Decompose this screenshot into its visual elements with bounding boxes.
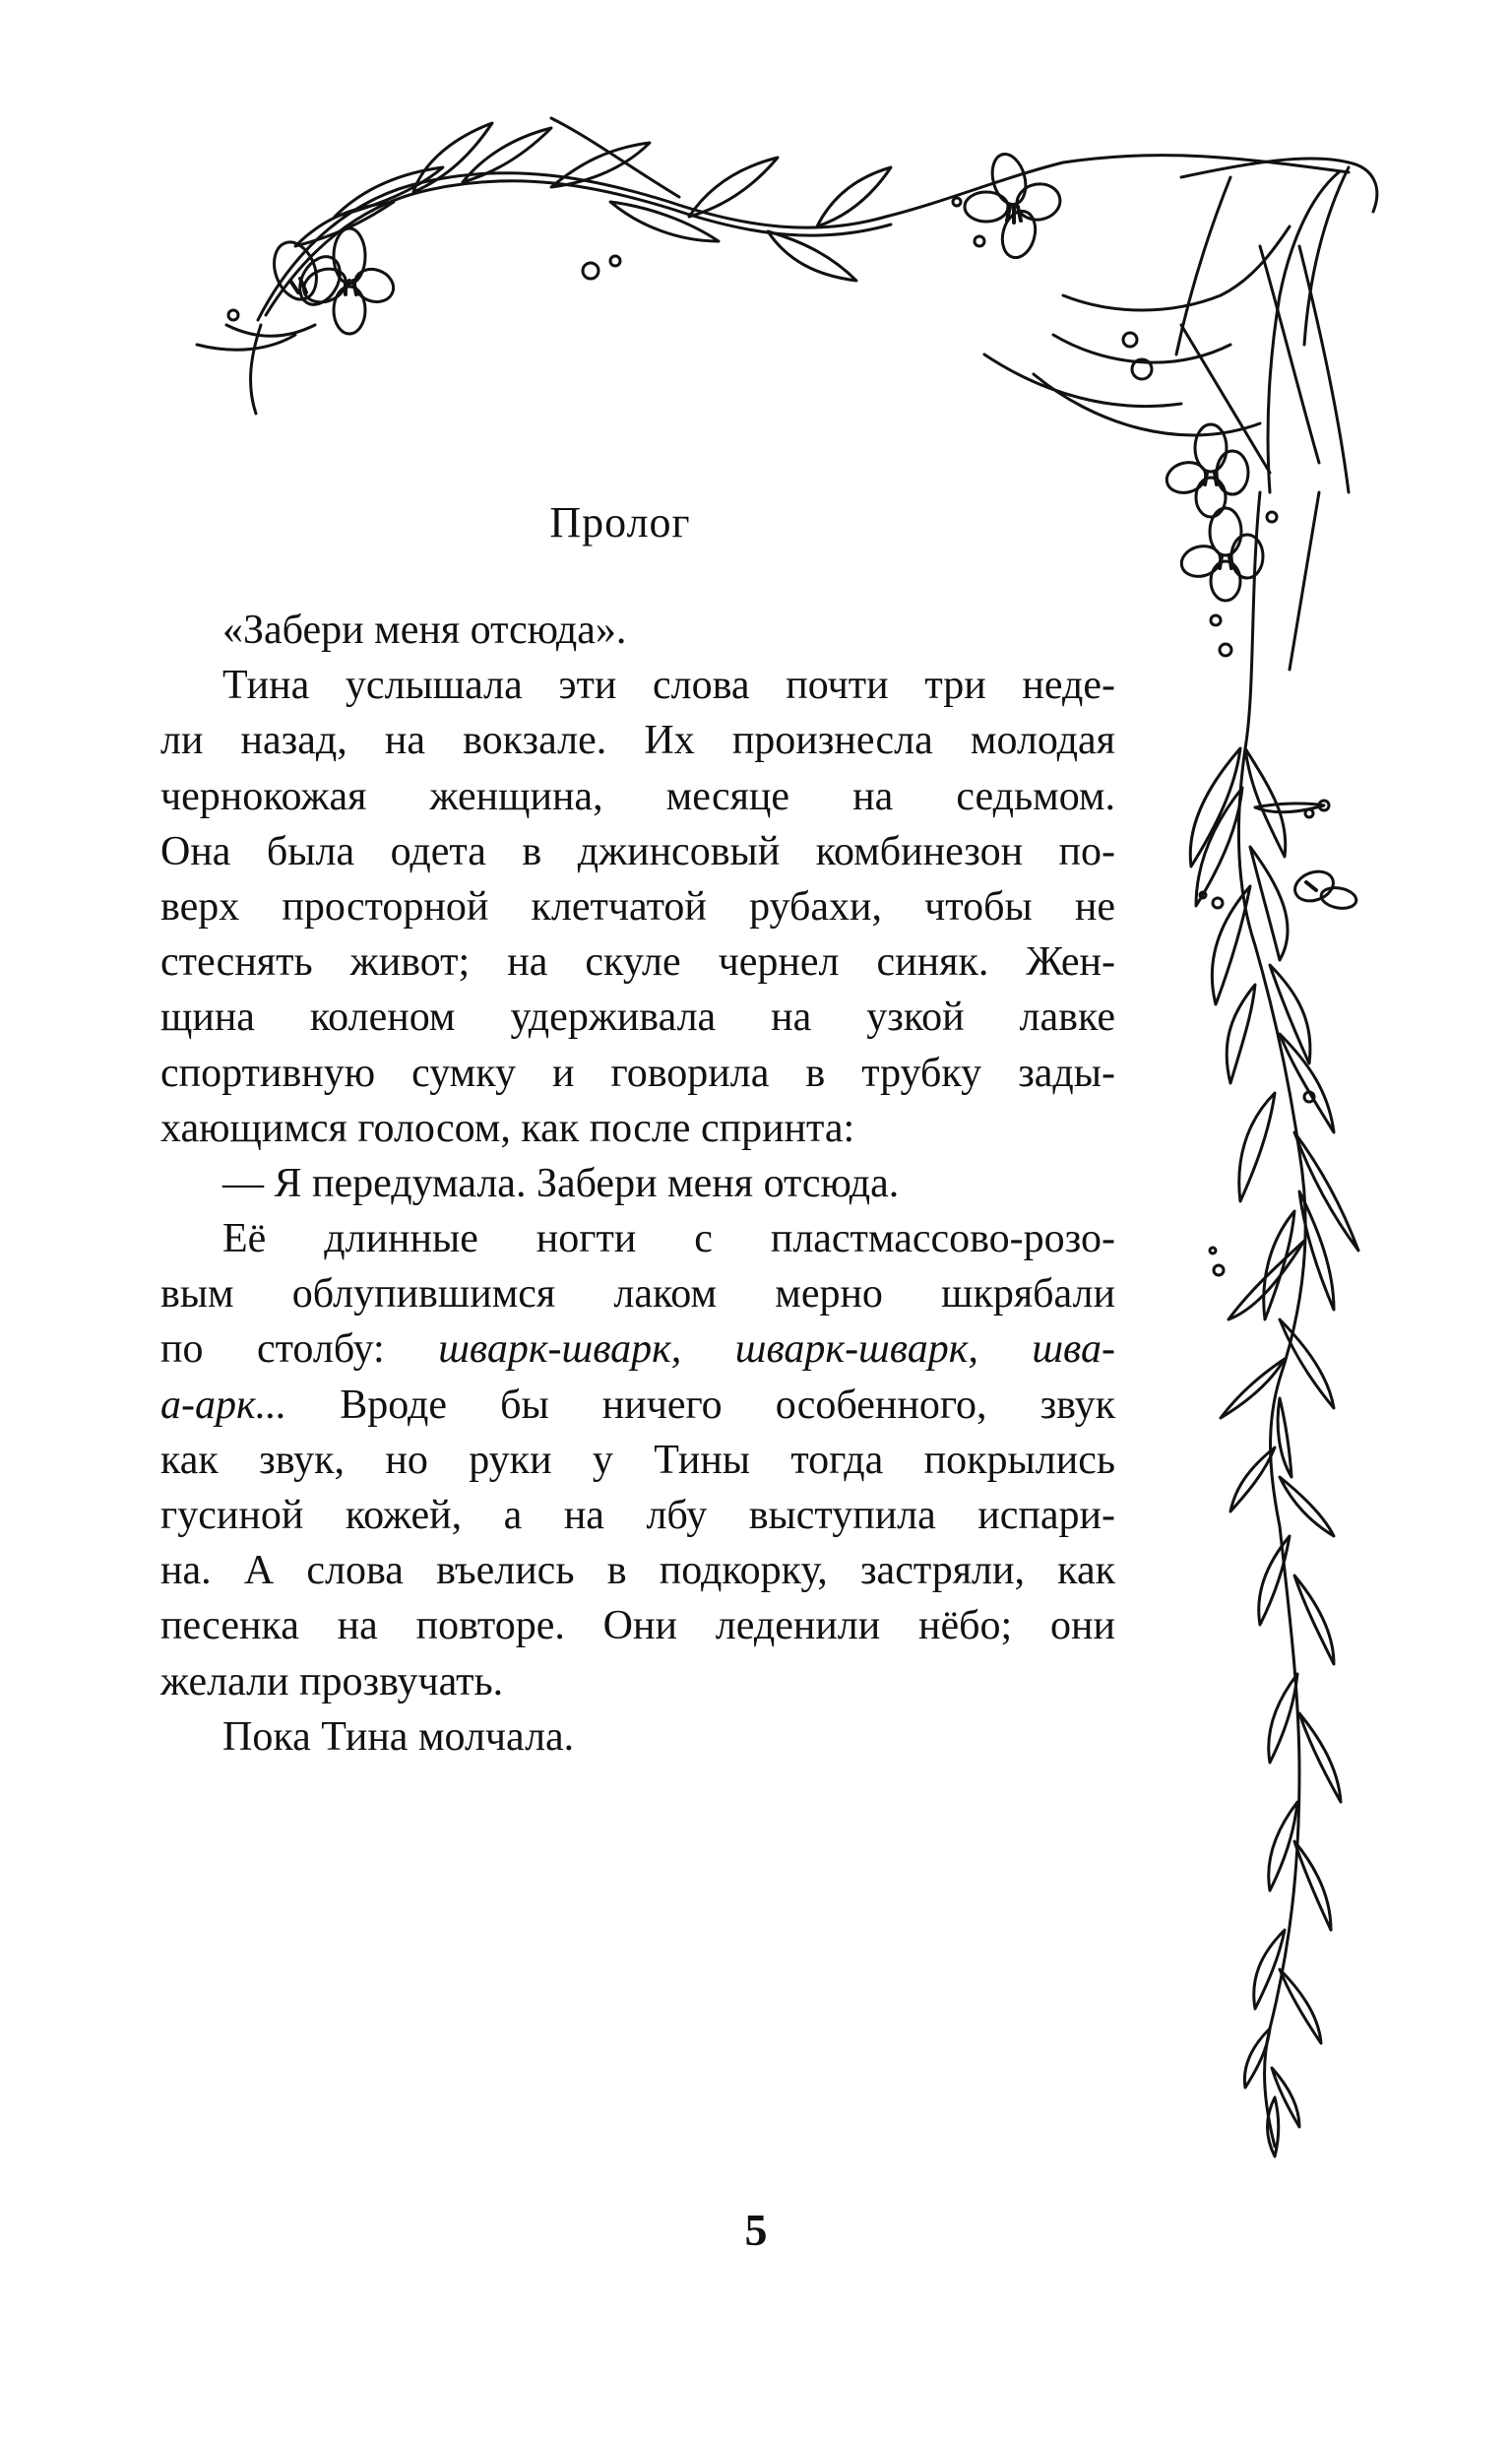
text-line: Тина услышала эти слова почти три неде- (222, 663, 1115, 709)
text-line: Её длинные ногти с пластмассово-розо- (222, 1216, 1115, 1262)
text-line-mixed (160, 1321, 1115, 1377)
page-number: 5 (744, 2205, 768, 2255)
text-line: Она была одета в джинсовый комбинезон по- (160, 828, 1115, 874)
plain-fragment: по столбу: (160, 1326, 439, 1373)
text-line: вым облупившимся лаком мерно шкрябали (160, 1271, 1115, 1318)
text-line: как звук, но руки у Тины тогда покрылись (160, 1437, 1115, 1483)
text-line: спортивную сумку и говорила в трубку зады- (160, 1050, 1115, 1096)
plain-fragment: Вроде бы ничего особенного, звук (286, 1382, 1115, 1428)
text-line: стеснять живот; на скуле чернел синяк. Жен- (160, 939, 1115, 986)
text-line: хающимся голосом, как после спринта: (160, 1105, 855, 1151)
text-line: щина коленом удерживала на узкой лавке (160, 995, 1115, 1041)
text-line: Пока Тина молчала. (222, 1713, 575, 1760)
text-line: верх просторной клетчатой рубахи, чтобы не (160, 883, 1115, 930)
chapter-title: Пролог (549, 498, 691, 546)
text-line: чернокожая женщина, месяце на седьмом. (160, 773, 1115, 819)
body-text (160, 603, 1115, 1765)
italic-fragment: шварк-шварк, шварк-шварк, шва- (438, 1326, 1115, 1373)
text-line: «Забери меня отсюда». (222, 608, 627, 653)
text-line: песенка на повторе. Они леденили нёбо; они (160, 1603, 1115, 1649)
text-line: гусиной кожей, а на лбу выступила испари- (160, 1493, 1115, 1538)
text-line: желали прозвучать. (160, 1658, 504, 1704)
text-line: ли назад, на вокзале. Их произнесла молодая (160, 718, 1115, 764)
italic-fragment: а-арк... (160, 1382, 287, 1428)
text-line-mixed (160, 1378, 1115, 1433)
text-line: на. А слова въелись в подкорку, застряли, как (160, 1548, 1115, 1594)
dialogue-line: — Я передумала. Забери меня отсюда. (222, 1160, 900, 1206)
